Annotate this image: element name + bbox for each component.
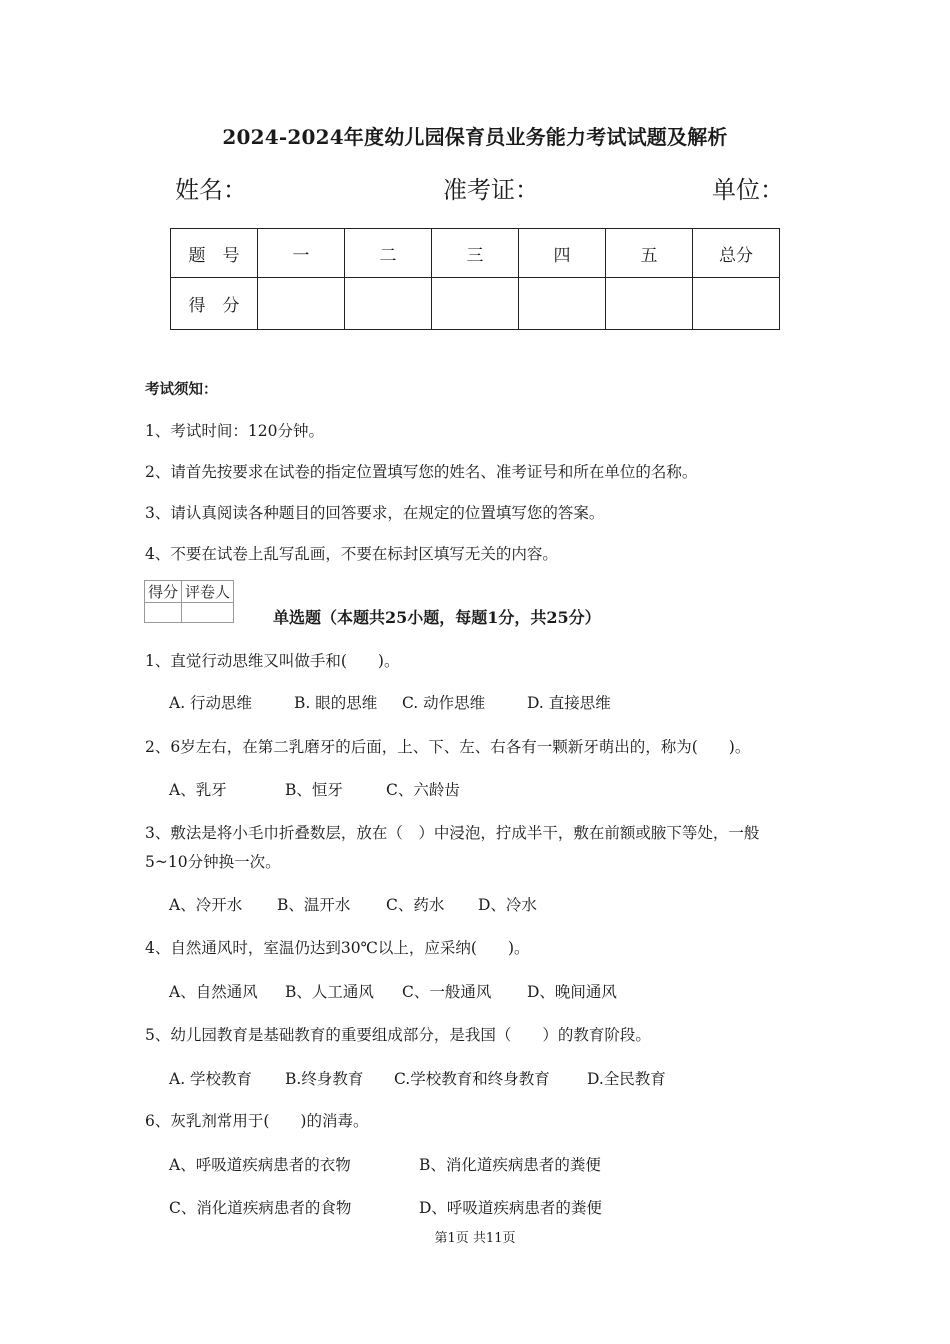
question-3-stem-line-2: 5~10分钟换一次。 (145, 853, 281, 871)
score-cell-4[interactable] (519, 278, 606, 330)
score-table-header-2: 二 (345, 229, 432, 278)
grader-reviewer-cell[interactable] (182, 603, 234, 623)
question-3-stem-line-1: 3、敷法是将小毛巾折叠数层，放在（ ）中浸泡，拧成半干，敷在前额或腋下等处，一般 (145, 824, 760, 842)
grader-score-label: 得分 (145, 581, 182, 603)
grader-score-cell[interactable] (145, 603, 182, 623)
question-6-option-a: A、呼吸道疾病患者的衣物 (169, 1156, 351, 1174)
question-6-option-b: B、消化道疾病患者的粪便 (419, 1156, 601, 1174)
document-title: 2024-2024年度幼儿园保育员业务能力考试试题及解析 (222, 125, 728, 149)
section-title: 单选题（本题共25小题，每题1分，共25分） (273, 608, 601, 627)
grader-box (144, 580, 234, 623)
question-5-option-a: A. 学校教育 (169, 1070, 253, 1088)
score-cell-3[interactable] (432, 278, 519, 330)
question-2-option-c: C、六龄齿 (386, 781, 460, 799)
name-field-label: 姓名： (175, 176, 247, 204)
question-2-option-b: B、恒牙 (285, 781, 343, 799)
notice-item-4: 4、不要在试卷上乱写乱画，不要在标封区填写无关的内容。 (145, 545, 558, 563)
question-3-option-d: D、冷水 (478, 896, 537, 914)
question-1-option-d: D. 直接思维 (527, 694, 611, 712)
score-cell-total[interactable] (693, 278, 780, 330)
question-3-option-a: A、冷开水 (169, 896, 243, 914)
score-table-header-total: 总分 (693, 229, 780, 278)
question-2-option-a: A、乳牙 (169, 781, 227, 799)
question-5-option-c: C.学校教育和终身教育 (394, 1070, 550, 1088)
page-footer: 第1页 共11页 (434, 1231, 516, 1246)
score-table-score-row (171, 278, 780, 330)
notice-item-3: 3、请认真阅读各种题目的回答要求，在规定的位置填写您的答案。 (145, 504, 605, 522)
question-3-option-b: B、温开水 (277, 896, 351, 914)
question-5-option-d: D.全民教育 (587, 1070, 666, 1088)
question-4-option-b: B、人工通风 (285, 983, 374, 1001)
score-cell-1[interactable] (258, 278, 345, 330)
question-4-option-c: C、一般通风 (402, 983, 492, 1001)
question-1-option-c: C. 动作思维 (402, 694, 486, 712)
question-4-option-d: D、晚间通风 (527, 983, 617, 1001)
exam-id-field-label: 准考证： (443, 176, 539, 204)
question-3-option-c: C、药水 (386, 896, 445, 914)
score-table-header-3: 三 (432, 229, 519, 278)
question-6-option-c: C、消化道疾病患者的食物 (169, 1199, 352, 1217)
score-table-header-4: 四 (519, 229, 606, 278)
notice-item-2: 2、请首先按要求在试卷的指定位置填写您的姓名、准考证号和所在单位的名称。 (145, 463, 698, 481)
question-5-option-b: B.终身教育 (285, 1070, 364, 1088)
grader-reviewer-label: 评卷人 (182, 581, 234, 603)
question-4-option-a: A、自然通风 (169, 983, 258, 1001)
score-table-score-label: 得 分 (171, 278, 258, 330)
question-1-option-a: A. 行动思维 (169, 694, 253, 712)
score-cell-2[interactable] (345, 278, 432, 330)
score-table-header-5: 五 (606, 229, 693, 278)
score-table (170, 228, 780, 330)
score-cell-5[interactable] (606, 278, 693, 330)
score-table-header-1: 一 (258, 229, 345, 278)
question-4-stem: 4、自然通风时，室温仍达到30℃以上，应采纳( )。 (145, 939, 530, 957)
unit-field-label: 单位： (712, 176, 784, 204)
question-6-stem: 6、灰乳剂常用于( )的消毒。 (145, 1112, 369, 1130)
question-5-stem: 5、幼儿园教育是基础教育的重要组成部分，是我国（ ）的教育阶段。 (145, 1026, 651, 1044)
question-1-stem: 1、直觉行动思维又叫做手和( )。 (145, 652, 400, 670)
score-table-header-label: 题 号 (171, 229, 258, 278)
score-table-header-row (171, 229, 780, 278)
notice-item-1: 1、考试时间：120分钟。 (145, 422, 324, 440)
question-2-stem: 2、6岁左右，在第二乳磨牙的后面，上、下、左、右各有一颗新牙萌出的，称为( )。 (145, 738, 751, 756)
question-6-option-d: D、呼吸道疾病患者的粪便 (419, 1199, 602, 1217)
notice-heading: 考试须知： (145, 381, 218, 398)
question-1-option-b: B. 眼的思维 (294, 694, 378, 712)
